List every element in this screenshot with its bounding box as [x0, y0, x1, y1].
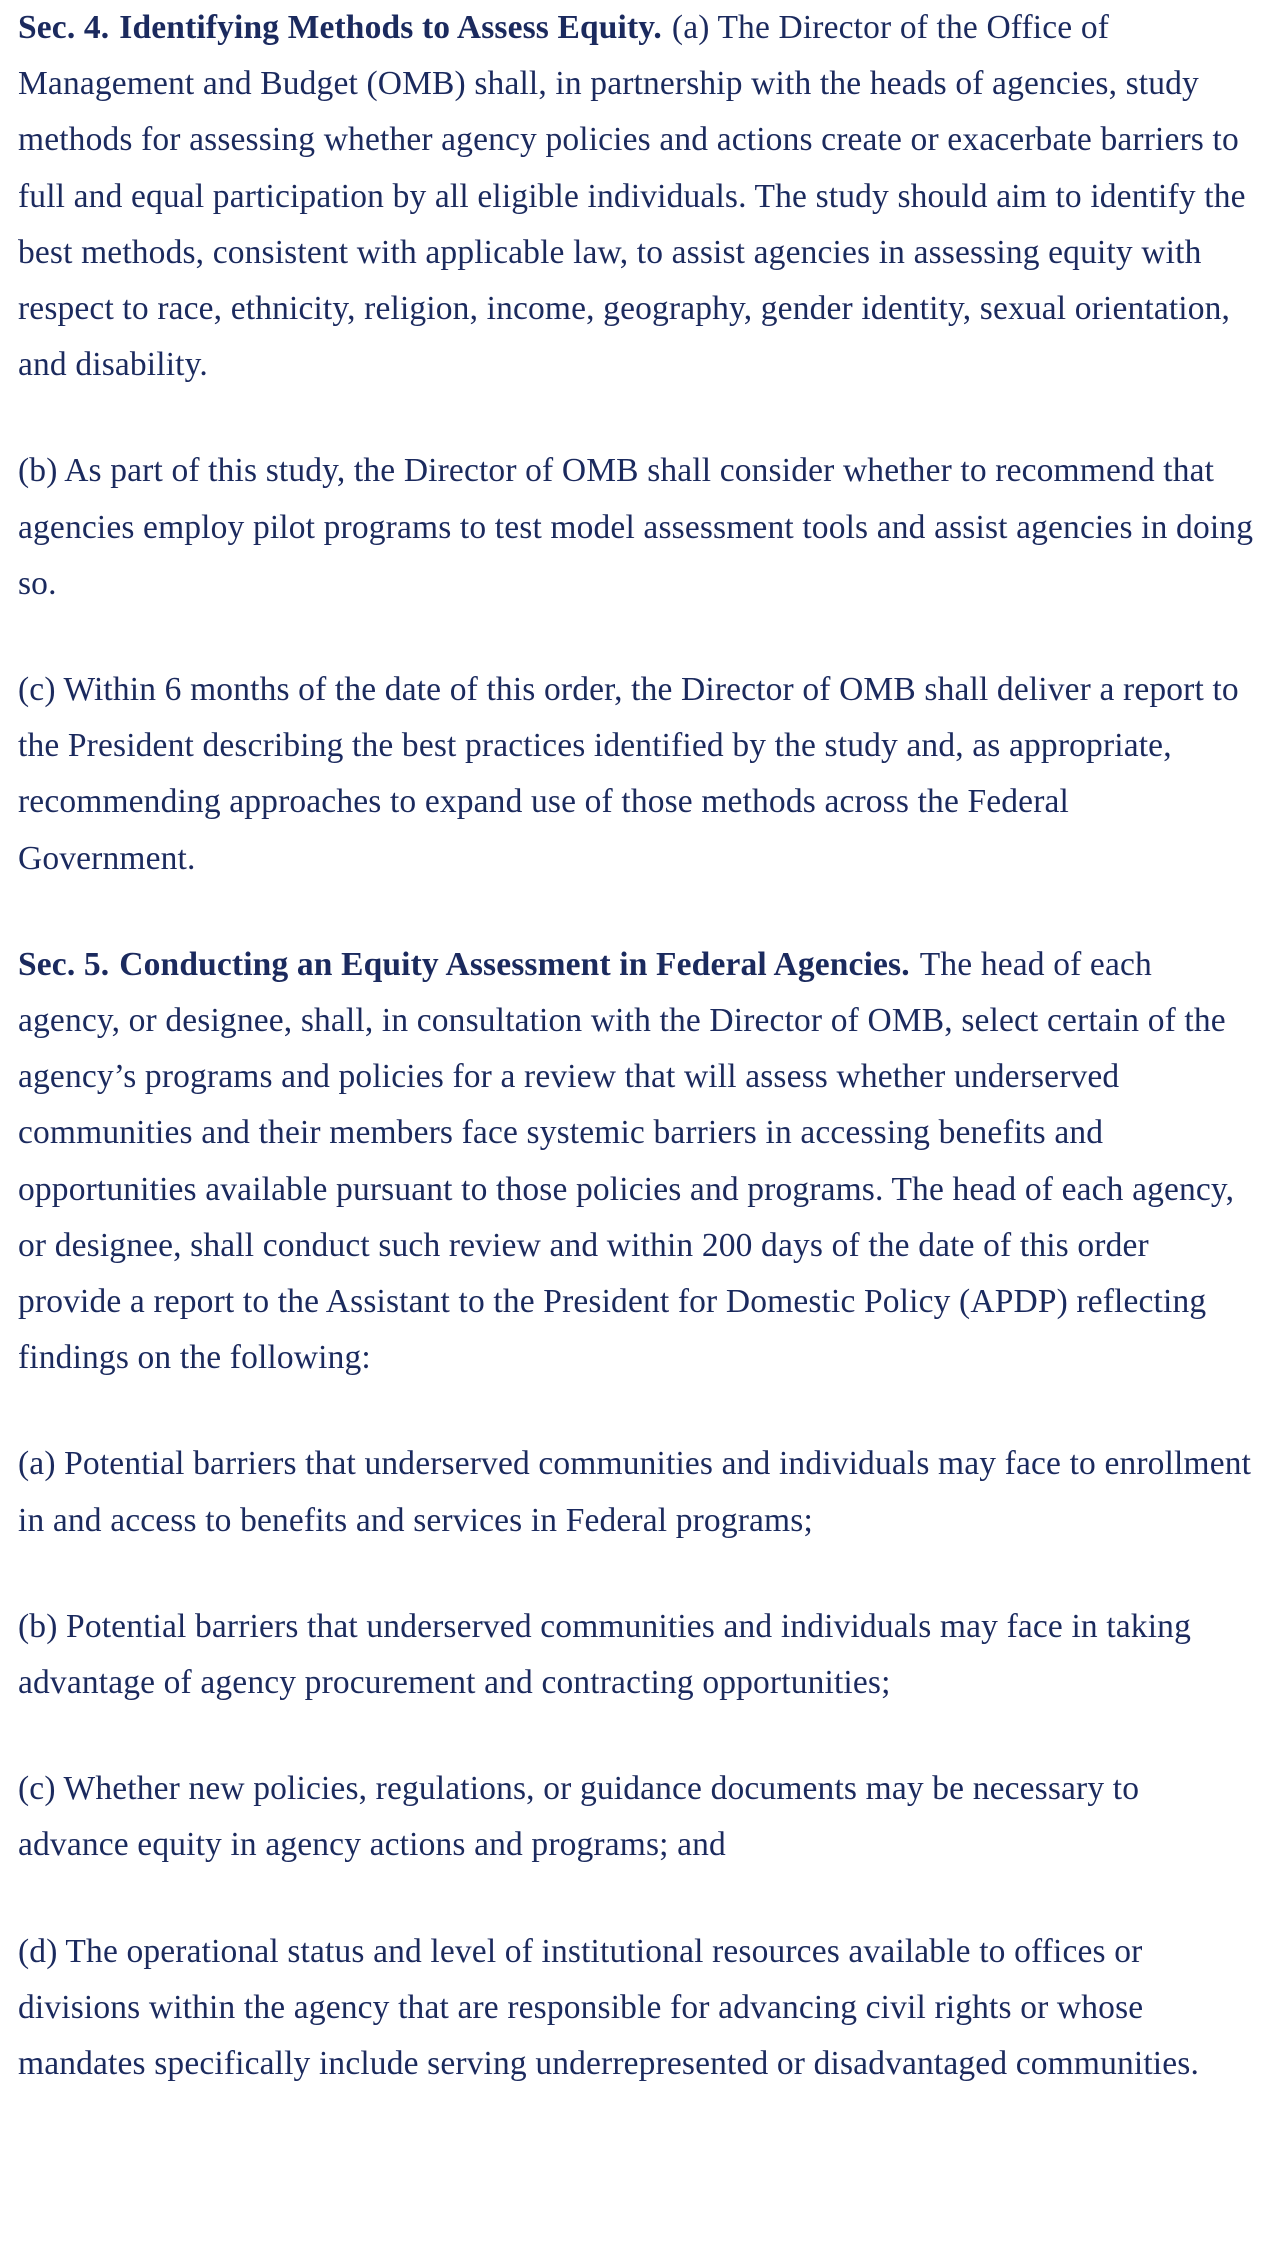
sec4-paragraph-b [18, 443, 1254, 612]
sec4-paragraph-c [18, 662, 1254, 887]
sec4-para-b-text: (b) As part of this study, the Director of OMB shall consider whether to recommend that agencies employ pilot programs to test model assessment tools and assist agencies in doing so. [18, 452, 1254, 602]
sec4-paragraph-a [18, 0, 1254, 393]
sec5-item-c-text: (c) Whether new policies, regulations, or guidance documents may be necessary to advance equity in agency actions and programs; and [18, 1770, 1140, 1864]
document-body [18, 0, 1254, 2142]
sec4-para-c-text: (c) Within 6 months of the date of this order, the Director of OMB shall deliver a report to the President describing the best practices identified by the study and, as appropriate, recommending approaches to expand use of those methods across the Federal Government. [18, 671, 1239, 877]
sec5-intro-text: The head of each agency, or designee, shall, in consultation with the Director of OMB, select certain of the agency’s programs and policies for a review that will assess whether underserved communities and their members face systemic barriers in accessing benefits and opportunities available pursuant to those policies and programs. The head of each agency, or designee, shall conduct such review and within 200 days of the date of this order provide a report to the Assistant to the President for Domestic Policy (APDP) reflecting findings on the following: [18, 945, 1235, 1377]
sec5-item-b [18, 1599, 1254, 1711]
sec5-item-d [18, 1924, 1254, 2093]
sec5-item-c [18, 1761, 1254, 1873]
sec5-number: Sec. 5. [18, 945, 110, 983]
sec5-heading: Conducting an Equity Assessment in Federal Agencies. [119, 945, 910, 983]
sec5-item-b-text: (b) Potential barriers that underserved communities and individuals may face in taking advantage of agency procurement and contracting opportunities; [18, 1607, 1191, 1702]
sec4-number: Sec. 4. [18, 9, 110, 46]
sec4-para-a-text: (a) The Director of the Office of Management and Budget (OMB) shall, in partnership with the heads of agencies, study methods for assessing whether agency policies and actions create or exacerbate barriers to full and equal participation by all eligible individuals. The study should aim to identify the best methods, consistent with applicable law, to assist agencies in assessing equity with respect to race, ethnicity, religion, income, geography, gender identity, sexual orientation, and disability. [18, 9, 1246, 384]
sec5-intro-paragraph [18, 937, 1254, 1387]
sec5-item-a-text: (a) Potential barriers that underserved communities and individuals may face to enrollment in and access to benefits and services in Federal programs; [18, 1445, 1252, 1539]
sec5-item-a [18, 1436, 1254, 1548]
sec4-heading: Identifying Methods to Assess Equity. [119, 9, 662, 46]
sec5-item-d-text: (d) The operational status and level of institutional resources available to offices or divisions within the agency that are responsible for advancing civil rights or whose mandates specifically include serving underrepresented or disadvantaged communities. [18, 1932, 1199, 2083]
